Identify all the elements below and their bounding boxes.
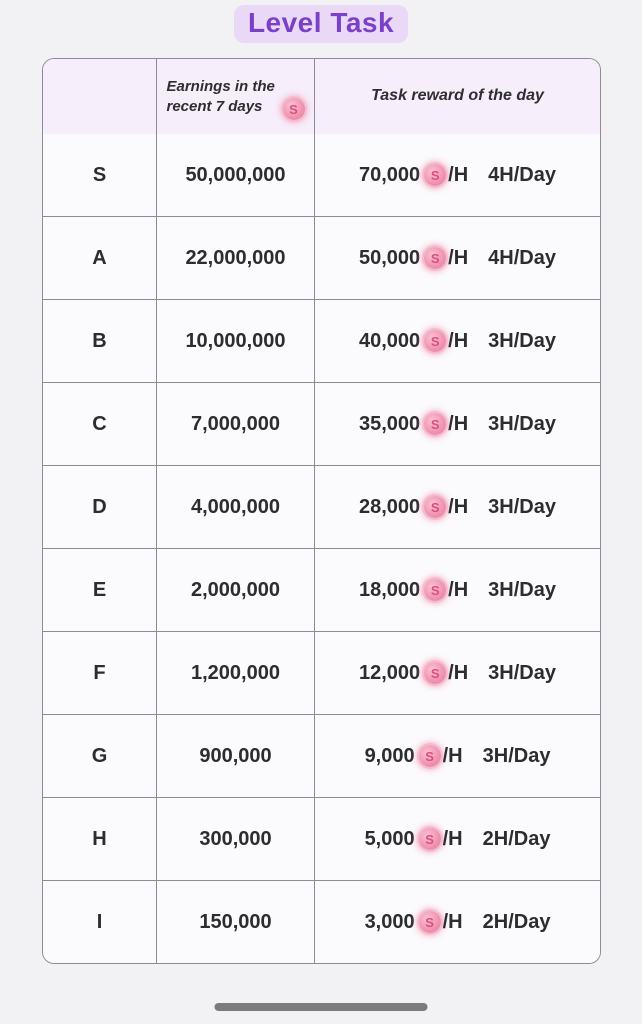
per-hour-label: /H [442,910,463,933]
daily-hours-label: 3H/Day [488,412,556,435]
coin-icon [424,247,446,269]
rate-group [359,496,468,519]
coin-symbol: S [430,665,440,681]
earnings-value: 7,000,000 [191,412,280,435]
rate-group [365,828,463,851]
table-row [43,631,600,714]
table-row [43,465,600,548]
reward-cell [315,466,600,548]
per-hour-label: /H [448,329,469,352]
per-hour-label: /H [448,578,469,601]
daily-hours-label: 4H/Day [488,163,556,186]
coin-symbol: S [430,582,440,598]
level-label: H [92,827,107,850]
coin-icon [283,98,305,120]
level-label: S [92,163,107,186]
per-hour-label: /H [442,744,463,767]
reward-cell [315,549,600,631]
level-cell [43,134,157,216]
level-cell [43,715,157,797]
rate-value: 5,000 [364,827,415,850]
table-header-row [43,59,600,134]
rate-group [359,247,468,270]
coin-icon [419,745,441,767]
level-label: D [92,495,107,518]
reward-cell [315,217,600,299]
per-hour-label: /H [448,163,469,186]
reward-cell [315,632,600,714]
rate-value: 28,000 [359,495,421,518]
earnings-cell [157,383,315,465]
earnings-cell [157,632,315,714]
level-cell [43,217,157,299]
earnings-value: 900,000 [199,744,272,767]
header-reward-label: Task reward of the day [371,87,544,105]
level-cell [43,466,157,548]
header-earnings-cell [157,59,315,134]
earnings-cell [157,466,315,548]
coin-icon [424,164,446,186]
per-hour-label: /H [448,246,469,269]
page-title: Level Task [234,5,408,43]
earnings-value: 2,000,000 [191,578,280,601]
coin-symbol: S [430,499,440,515]
rate-value: 50,000 [359,246,421,269]
daily-hours-label: 4H/Day [488,246,556,269]
page-title-wrap [0,5,642,43]
level-label: I [96,910,103,933]
level-label: A [92,246,107,269]
per-hour-label: /H [448,661,469,684]
earnings-value: 22,000,000 [185,246,286,269]
reward-cell [315,715,600,797]
table-row [43,216,600,299]
header-level-cell [43,59,157,134]
home-indicator-bar[interactable] [215,1003,428,1011]
rate-group [365,911,463,934]
coin-symbol: S [430,333,440,349]
table-row [43,714,600,797]
reward-cell [315,300,600,382]
earnings-cell [157,217,315,299]
rate-value: 18,000 [359,578,421,601]
rate-value: 3,000 [364,910,415,933]
rate-value: 40,000 [359,329,421,352]
daily-hours-label: 2H/Day [482,827,551,850]
rate-group [359,662,468,685]
rate-group [359,164,468,187]
level-label: F [93,661,106,684]
earnings-cell [157,881,315,963]
coin-icon [424,330,446,352]
coin-symbol: S [425,748,434,764]
level-label: B [92,329,107,352]
daily-hours-label: 2H/Day [482,910,551,933]
per-hour-label: /H [448,412,469,435]
per-hour-label: /H [442,827,463,850]
coin-icon [419,828,441,850]
level-cell [43,549,157,631]
table-row [43,299,600,382]
coin-symbol: S [430,167,440,183]
level-label: G [91,744,108,767]
level-label: C [92,412,107,435]
earnings-value: 300,000 [199,827,272,850]
earnings-value: 10,000,000 [185,329,286,352]
earnings-value: 4,000,000 [191,495,280,518]
rate-value: 70,000 [359,163,421,186]
reward-cell [315,881,600,963]
coin-icon [419,911,441,933]
earnings-cell [157,134,315,216]
header-earnings-label: Earnings in the recent 7 days [166,78,275,115]
earnings-value: 1,200,000 [191,661,280,684]
coin-symbol: S [430,416,440,432]
table-body [43,134,600,963]
earnings-cell [157,300,315,382]
table-row [43,134,600,216]
coin-symbol: S [430,250,440,266]
daily-hours-label: 3H/Day [488,661,556,684]
reward-cell [315,134,600,216]
coin-icon [424,413,446,435]
reward-cell [315,383,600,465]
level-cell [43,383,157,465]
earnings-value: 150,000 [199,910,272,933]
table-row [43,880,600,963]
earnings-cell [157,798,315,880]
rate-group [359,330,468,353]
table-row [43,797,600,880]
daily-hours-label: 3H/Day [488,495,556,518]
daily-hours-label: 3H/Day [488,329,556,352]
coin-symbol: S [425,914,434,930]
header-reward-cell [315,59,600,134]
earnings-cell [157,549,315,631]
rate-group [365,745,463,768]
level-cell [43,798,157,880]
rate-value: 9,000 [364,744,415,767]
reward-cell [315,798,600,880]
coin-symbol: S [425,831,434,847]
coin-symbol: S [289,101,298,117]
daily-hours-label: 3H/Day [482,744,551,767]
earnings-cell [157,715,315,797]
rate-value: 12,000 [359,661,421,684]
level-cell [43,300,157,382]
table-row [43,548,600,631]
level-task-table [42,58,601,964]
table-row [43,382,600,465]
earnings-value: 50,000,000 [185,163,286,186]
coin-icon [424,579,446,601]
level-cell [43,881,157,963]
daily-hours-label: 3H/Day [488,578,556,601]
level-label: E [92,578,107,601]
rate-value: 35,000 [359,412,421,435]
per-hour-label: /H [448,495,469,518]
level-cell [43,632,157,714]
rate-group [359,579,468,602]
coin-icon [424,662,446,684]
coin-icon [424,496,446,518]
rate-group [359,413,468,436]
